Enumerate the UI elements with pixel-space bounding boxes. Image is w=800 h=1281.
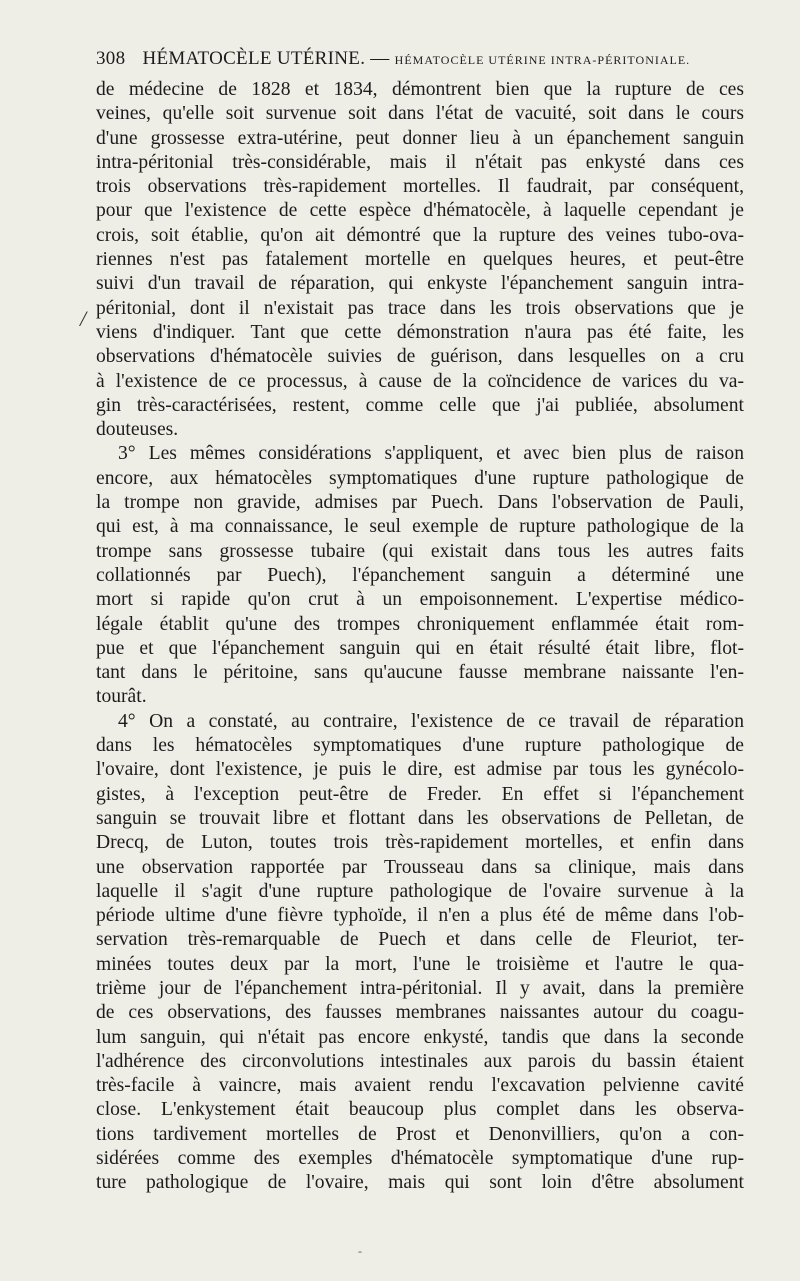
text-line: intra-péritonial très-considérable, mais il n'était pas enkysté dans ces [96,151,744,173]
text-line: l'ovaire, dont l'existence, je puis le dire, est admise par tous les gynécolo- [96,759,744,781]
text-line: observations d'hématocèle suivies de guérison, dans lesquelles on a cru [96,346,744,368]
text-line: trompe sans grossesse tubaire (qui existait dans tous les autres faits [96,540,744,562]
text-line: pour que l'existence de cette espèce d'hématocèle, à laquelle cependant je [96,200,744,222]
margin-annotation-mark: / [80,306,87,331]
text-line: péritonial, dont il n'existait pas trace dans les trois observations que je [96,297,744,319]
text-line: 4° On a constaté, au contraire, l'existence de ce travail de réparation [118,710,744,732]
text-line: pue et que l'épanchement sanguin qui en était résulté était libre, flot- [96,637,744,659]
text-line: tourât. [96,686,147,708]
text-line: la trompe non gravide, admises par Puech. Dans l'observation de Pauli, [96,492,744,514]
text-line: sanguin se trouvait libre et flottant dans les observations de Pelletan, de [96,807,744,829]
text-line: 3° Les mêmes considérations s'appliquent, et avec bien plus de raison [118,443,744,465]
text-line: crois, soit établie, qu'on ait démontré que la rupture des veines tubo-ova- [96,224,744,246]
text-line: collationnés par Puech), l'épanchement sanguin a déterminé une [96,564,744,586]
text-line: légale établit qu'une des trompes chroniquement enflammée était rom- [96,613,744,635]
text-line: tions tardivement mortelles de Prost et Denonvilliers, qu'on a con- [96,1123,744,1145]
running-subtitle: HÉMATOCÈLE UTÉRINE INTRA-PÉRITONIALE. [394,53,691,67]
text-line: mort si rapide qu'on crut à un empoisonnement. L'expertise médico- [96,589,744,611]
page-bottom-mark: - [358,1244,362,1258]
text-line: lum sanguin, qui n'était pas encore enkysté, tandis que dans la seconde [96,1026,744,1048]
text-line: ture pathologique de l'ovaire, mais qui sont loin d'être absolument [96,1172,744,1194]
text-line: veines, qu'elle soit survenue soit dans l'état de vacuité, soit dans le cours [96,103,744,125]
text-line: sidérées comme des exemples d'hématocèle symptomatique d'une rup- [96,1148,744,1170]
text-line: Drecq, de Luton, toutes trois très-rapidement mortelles, et enfin dans [96,832,744,854]
text-line: gin très-caractérisées, restent, comme celle que j'ai publiée, absolument [96,394,744,416]
text-line: d'une grossesse extra-utérine, peut donner lieu à un épanchement sanguin [96,127,744,149]
text-line: viens d'indiquer. Tant que cette démonstration n'aura pas été faite, les [96,321,744,343]
text-line: l'adhérence des circonvolutions intestinales aux parois du bassin étaient [96,1050,744,1072]
text-line: de ces observations, des fausses membranes naissantes autour du coagu- [96,1002,744,1024]
text-line: riennes n'est pas fatalement mortelle en quelques heures, et peut-être [96,249,744,271]
text-line: dans les hématocèles symptomatiques d'une rupture pathologique de [96,735,744,757]
text-line: période ultime d'une fièvre typhoïde, il n'en a plus été de même dans l'ob- [96,905,744,927]
text-line: trième jour de l'épanchement intra-péritonial. Il y avait, dans la première [96,977,744,999]
running-header [96,48,746,70]
text-line: très-facile à vaincre, mais avaient rendu l'excavation pelvienne cavité [96,1075,744,1097]
text-line: de médecine de 1828 et 1834, démontrent bien que la rupture de ces [96,79,744,100]
text-line: close. L'enkystement était beaucoup plus complet dans les observa- [96,1099,744,1121]
text-line: qui est, à ma connaissance, le seul exemple de rupture pathologique de la [96,516,744,538]
text-line: suivi d'un travail de réparation, qui enkyste l'épanchement sanguin intra- [96,273,744,295]
text-line: servation très-remarquable de Puech et dans celle de Fleuriot, ter- [96,929,744,951]
page-number: 308 [96,48,126,69]
text-line: une observation rapportée par Trousseau dans sa clinique, mais dans [96,856,744,878]
text-line: tant dans le péritoine, sans qu'aucune fausse membrane naissante l'en- [96,662,744,684]
body-text [96,78,744,1196]
text-line: douteuses. [96,419,179,441]
text-line: encore, aux hématocèles symptomatiques d'une rupture pathologique de [96,467,744,489]
text-line: minées toutes deux par la mort, l'une le troisième et l'autre le qua- [96,953,744,975]
text-line: trois observations très-rapidement mortelles. Il faudrait, par conséquent, [96,176,744,198]
text-line: laquelle il s'agit d'une rupture pathologique de l'ovaire survenue à la [96,880,744,902]
text-line: gistes, à l'exception peut-être de Freder. En effet si l'épanchement [96,783,744,805]
running-title: HÉMATOCÈLE UTÉRINE. — [142,48,390,69]
text-line: à l'existence de ce processus, à cause de la coïncidence de varices du va- [96,370,744,392]
